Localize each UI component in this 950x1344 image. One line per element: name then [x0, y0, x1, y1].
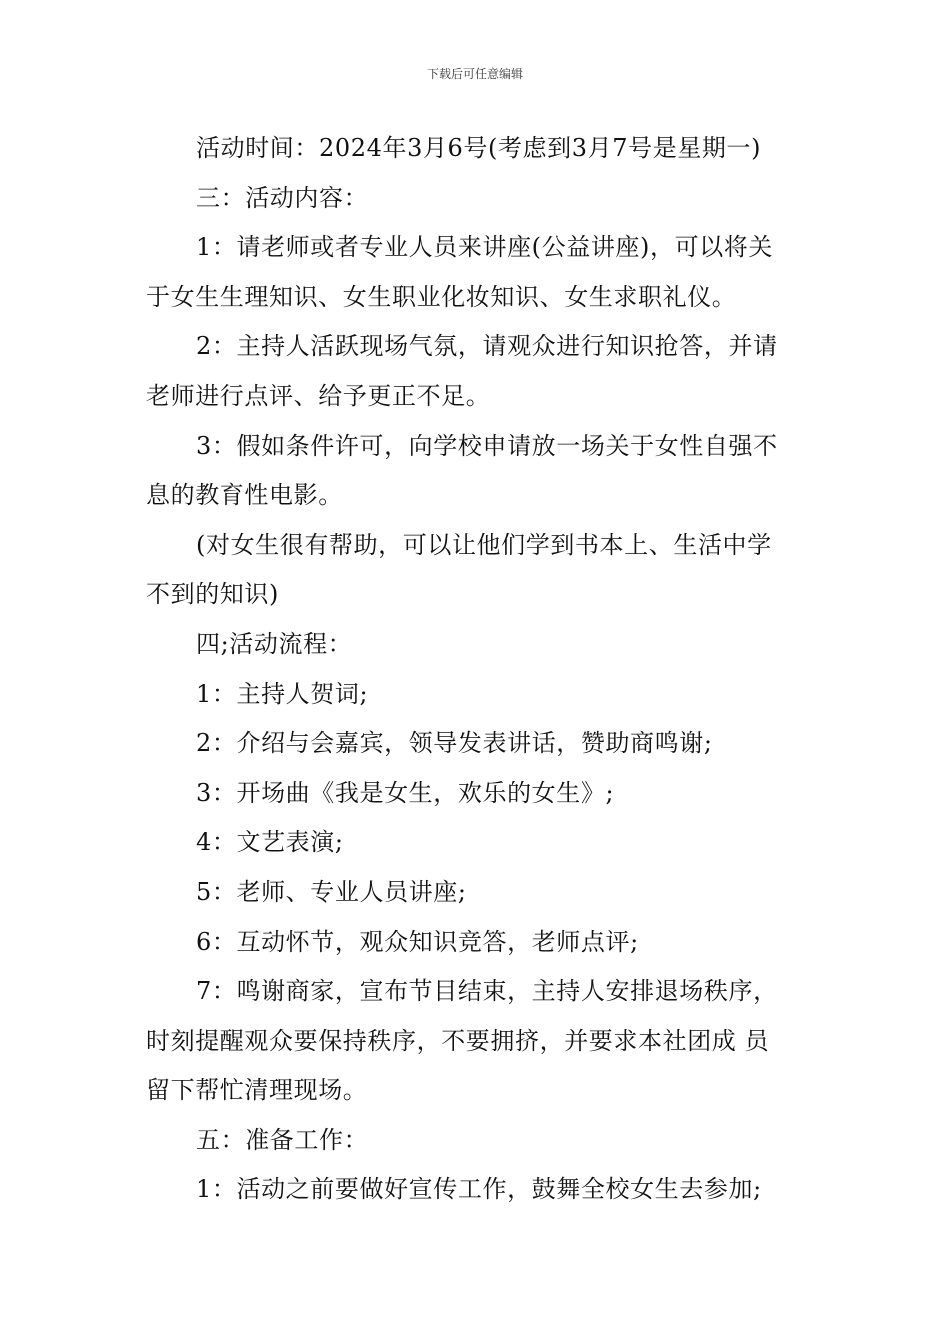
list-item: 1：活动之前要做好宣传工作，鼓舞全校女生去参加;: [196, 1175, 762, 1204]
text-line: 老师进行点评、给予更正不足。: [146, 381, 491, 410]
list-item: 1：主持人贺词;: [196, 679, 369, 708]
text-line: 于女生生理知识、女生职业化妆知识、女生求职礼仪。: [146, 282, 737, 311]
list-item: 4：文艺表演;: [196, 828, 344, 857]
list-item: 7：鸣谢商家，宣布节目结束，主持人安排退场秩序，: [196, 977, 778, 1006]
section-heading: 四;活动流程：: [196, 629, 353, 658]
text-line: 息的教育性电影。: [146, 481, 343, 510]
text-line: 时刻提醒观众要保持秩序，不要拥挤，并要求本社团成 员: [146, 1026, 770, 1055]
text-line: 1：请老师或者专业人员来讲座(公益讲座)，可以将关: [196, 233, 773, 262]
text-line: 活动时间：2024年3月6号(考虑到3月7号是星期一): [196, 134, 762, 162]
list-item: 3：开场曲《我是女生，欢乐的女生》;: [196, 778, 615, 807]
section-heading: 三：活动内容：: [196, 183, 369, 212]
list-item: 6：互动怀节，观众知识竞答，老师点评;: [196, 927, 639, 956]
text-line: 留下帮忙清理现场。: [146, 1076, 368, 1105]
text-line: 3：假如条件许可，向学校申请放一场关于女性自强不: [196, 431, 778, 460]
list-item: 2：介绍与会嘉宾，领导发表讲话，赞助商鸣谢;: [196, 729, 713, 758]
text-line: 不到的知识): [146, 580, 279, 609]
document-body: [146, 124, 810, 1215]
list-item: 5：老师、专业人员讲座;: [196, 877, 467, 906]
page-header-note: 下载后可任意编辑: [426, 67, 523, 81]
text-line: (对女生很有帮助，可以让他们学到书本上、生活中学: [196, 530, 772, 559]
section-heading: 五：准备工作：: [196, 1125, 369, 1154]
text-line: 2：主持人活跃现场气氛，请观众进行知识抢答，并请: [196, 332, 778, 361]
